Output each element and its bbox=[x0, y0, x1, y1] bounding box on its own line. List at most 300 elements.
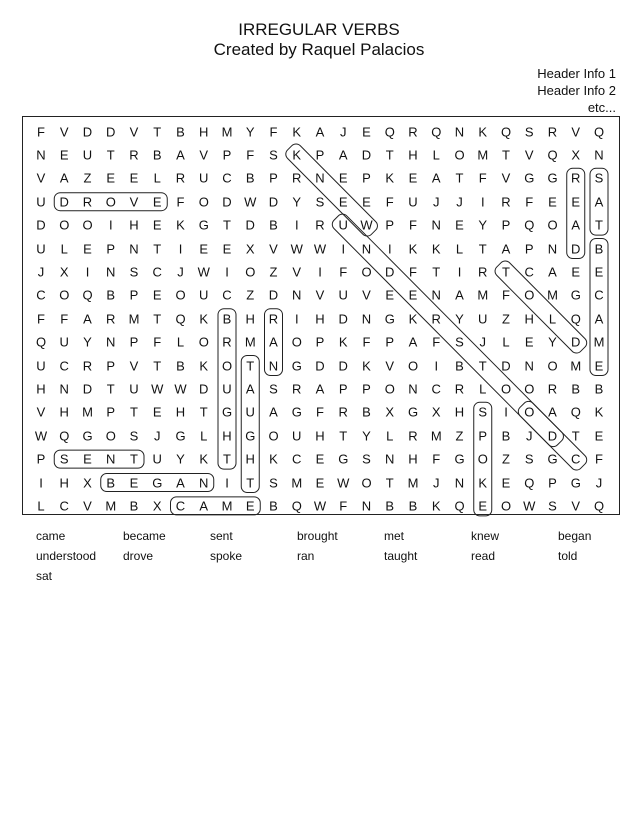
grid-cell[interactable]: K bbox=[431, 241, 441, 256]
grid-cell[interactable]: R bbox=[478, 264, 488, 280]
grid-cell[interactable]: O bbox=[361, 475, 372, 490]
grid-cell[interactable]: K bbox=[362, 358, 371, 373]
grid-cell[interactable]: O bbox=[59, 217, 70, 233]
grid-cell[interactable]: A bbox=[548, 264, 557, 280]
grid-cell[interactable]: P bbox=[129, 287, 139, 303]
grid-cell[interactable]: R bbox=[292, 381, 302, 397]
grid-cell[interactable]: K bbox=[176, 217, 185, 233]
grid-cell[interactable]: K bbox=[292, 124, 302, 139]
grid-cell[interactable]: R bbox=[106, 311, 116, 327]
grid-cell[interactable]: Q bbox=[384, 124, 395, 139]
grid-cell[interactable]: L bbox=[37, 498, 45, 514]
grid-cell[interactable]: W bbox=[197, 264, 210, 280]
grid-cell[interactable]: I bbox=[178, 241, 183, 256]
grid-cell[interactable]: P bbox=[315, 147, 325, 163]
grid-cell[interactable]: E bbox=[362, 124, 371, 139]
grid-cell[interactable]: F bbox=[502, 287, 510, 303]
grid-cell[interactable]: J bbox=[526, 428, 533, 444]
grid-cell[interactable]: T bbox=[339, 428, 348, 444]
grid-cell[interactable]: R bbox=[222, 334, 232, 350]
grid-cell[interactable]: M bbox=[593, 334, 605, 350]
grid-cell[interactable]: G bbox=[152, 475, 163, 490]
grid-cell[interactable]: E bbox=[199, 241, 209, 256]
grid-cell[interactable]: T bbox=[223, 217, 231, 233]
grid-cell[interactable]: I bbox=[294, 311, 299, 327]
grid-cell[interactable]: E bbox=[385, 287, 395, 303]
grid-cell[interactable]: P bbox=[385, 334, 395, 350]
grid-cell[interactable]: S bbox=[129, 264, 139, 280]
grid-cell[interactable]: I bbox=[434, 358, 439, 373]
grid-cell[interactable]: F bbox=[176, 194, 185, 210]
grid-cell[interactable]: T bbox=[478, 241, 487, 256]
grid-cell[interactable]: G bbox=[570, 475, 581, 490]
grid-cell[interactable]: V bbox=[571, 498, 581, 514]
grid-cell[interactable]: H bbox=[245, 311, 255, 327]
grid-cell[interactable]: C bbox=[175, 498, 186, 514]
grid-cell[interactable]: B bbox=[129, 498, 139, 514]
grid-cell[interactable]: E bbox=[129, 170, 139, 186]
grid-cell[interactable]: V bbox=[129, 358, 139, 373]
grid-cell[interactable]: A bbox=[408, 334, 418, 350]
grid-cell[interactable]: P bbox=[129, 334, 139, 350]
grid-cell[interactable]: O bbox=[221, 358, 233, 373]
grid-cell[interactable]: S bbox=[548, 498, 557, 514]
grid-cell[interactable]: K bbox=[385, 170, 395, 186]
grid-cell[interactable]: E bbox=[83, 451, 92, 467]
grid-cell[interactable]: U bbox=[152, 451, 162, 467]
grid-cell[interactable]: B bbox=[152, 147, 162, 163]
grid-cell[interactable]: T bbox=[130, 404, 138, 420]
grid-cell[interactable]: O bbox=[105, 194, 116, 210]
grid-cell[interactable]: P bbox=[524, 241, 534, 256]
grid-cell[interactable]: O bbox=[524, 381, 535, 397]
grid-cell[interactable]: K bbox=[199, 451, 209, 467]
grid-cell[interactable]: M bbox=[407, 475, 419, 490]
grid-cell[interactable]: J bbox=[433, 475, 440, 490]
grid-cell[interactable]: V bbox=[524, 147, 534, 163]
grid-cell[interactable]: E bbox=[571, 194, 581, 210]
grid-cell[interactable]: A bbox=[548, 404, 557, 420]
grid-cell[interactable]: Y bbox=[176, 451, 185, 467]
grid-cell[interactable]: E bbox=[59, 147, 69, 163]
grid-cell[interactable]: J bbox=[340, 124, 347, 139]
grid-cell[interactable]: M bbox=[221, 498, 233, 514]
grid-cell[interactable]: V bbox=[571, 124, 581, 139]
grid-cell[interactable]: W bbox=[360, 217, 373, 233]
grid-cell[interactable]: S bbox=[59, 451, 69, 467]
grid-cell[interactable]: O bbox=[500, 381, 512, 397]
grid-cell[interactable]: S bbox=[455, 334, 464, 350]
grid-cell[interactable]: C bbox=[59, 358, 69, 373]
grid-cell[interactable]: F bbox=[362, 334, 371, 350]
grid-cell[interactable]: O bbox=[268, 428, 279, 444]
grid-cell[interactable]: W bbox=[244, 194, 257, 210]
grid-cell[interactable]: P bbox=[222, 147, 232, 163]
grid-cell[interactable]: W bbox=[151, 381, 164, 397]
grid-cell[interactable]: G bbox=[338, 451, 349, 467]
grid-cell[interactable]: B bbox=[269, 498, 278, 514]
grid-cell[interactable]: A bbox=[83, 311, 92, 327]
grid-cell[interactable]: K bbox=[199, 311, 209, 327]
grid-cell[interactable]: O bbox=[175, 287, 186, 303]
grid-cell[interactable]: Z bbox=[502, 311, 510, 327]
grid-cell[interactable]: Z bbox=[455, 428, 464, 444]
grid-cell[interactable]: Q bbox=[454, 498, 465, 514]
grid-cell[interactable]: B bbox=[106, 475, 116, 490]
grid-cell[interactable]: F bbox=[37, 124, 45, 139]
grid-cell[interactable]: N bbox=[315, 170, 325, 186]
grid-cell[interactable]: T bbox=[432, 264, 441, 280]
grid-cell[interactable]: F bbox=[409, 264, 417, 280]
grid-cell[interactable]: M bbox=[430, 428, 442, 444]
grid-cell[interactable]: E bbox=[83, 241, 92, 256]
grid-cell[interactable]: G bbox=[454, 451, 465, 467]
grid-cell[interactable]: B bbox=[385, 498, 395, 514]
grid-cell[interactable]: I bbox=[225, 264, 229, 280]
grid-cell[interactable]: X bbox=[431, 404, 441, 420]
grid-cell[interactable]: G bbox=[570, 287, 581, 303]
grid-cell[interactable]: S bbox=[315, 194, 325, 210]
grid-cell[interactable]: M bbox=[570, 358, 582, 373]
grid-cell[interactable]: O bbox=[59, 287, 70, 303]
grid-cell[interactable]: T bbox=[478, 358, 487, 373]
grid-cell[interactable]: E bbox=[152, 217, 162, 233]
grid-cell[interactable]: X bbox=[245, 241, 255, 256]
grid-cell[interactable]: N bbox=[199, 475, 209, 490]
grid-cell[interactable]: V bbox=[362, 287, 371, 303]
grid-cell[interactable]: Z bbox=[502, 451, 510, 467]
grid-cell[interactable]: N bbox=[408, 381, 418, 397]
grid-cell[interactable]: K bbox=[338, 334, 348, 350]
grid-cell[interactable]: P bbox=[501, 217, 511, 233]
grid-cell[interactable]: U bbox=[338, 287, 348, 303]
grid-cell[interactable]: R bbox=[315, 217, 325, 233]
grid-cell[interactable]: A bbox=[315, 124, 325, 139]
grid-cell[interactable]: Q bbox=[593, 498, 605, 514]
grid-cell[interactable]: U bbox=[338, 217, 348, 233]
grid-cell[interactable]: J bbox=[433, 194, 440, 210]
grid-cell[interactable]: F bbox=[37, 311, 45, 327]
grid-cell[interactable]: E bbox=[571, 264, 581, 280]
grid-cell[interactable]: N bbox=[292, 287, 302, 303]
grid-cell[interactable]: R bbox=[338, 404, 348, 420]
grid-cell[interactable]: T bbox=[595, 217, 603, 233]
grid-cell[interactable]: F bbox=[478, 170, 487, 186]
grid-cell[interactable]: F bbox=[153, 334, 162, 350]
grid-cell[interactable]: E bbox=[455, 217, 464, 233]
grid-cell[interactable]: N bbox=[361, 241, 372, 256]
grid-cell[interactable]: R bbox=[454, 381, 465, 397]
grid-cell[interactable]: T bbox=[571, 428, 580, 444]
grid-cell[interactable]: U bbox=[199, 170, 209, 186]
grid-cell[interactable]: O bbox=[198, 334, 209, 350]
grid-cell[interactable]: S bbox=[478, 404, 488, 420]
grid-cell[interactable]: I bbox=[108, 217, 113, 233]
grid-cell[interactable]: B bbox=[222, 311, 232, 327]
grid-cell[interactable]: B bbox=[594, 241, 604, 256]
grid-cell[interactable]: S bbox=[594, 170, 604, 186]
grid-cell[interactable]: H bbox=[175, 404, 186, 420]
grid-cell[interactable]: P bbox=[548, 475, 557, 490]
grid-cell[interactable]: U bbox=[408, 194, 418, 210]
grid-cell[interactable]: B bbox=[501, 428, 511, 444]
grid-cell[interactable]: J bbox=[154, 428, 161, 444]
grid-cell[interactable]: R bbox=[129, 147, 139, 163]
grid-cell[interactable]: N bbox=[129, 241, 139, 256]
grid-cell[interactable]: E bbox=[152, 404, 162, 420]
grid-cell[interactable]: Z bbox=[83, 170, 92, 186]
grid-cell[interactable]: B bbox=[245, 170, 255, 186]
grid-cell[interactable]: L bbox=[502, 334, 510, 350]
grid-cell[interactable]: H bbox=[36, 381, 46, 397]
grid-cell[interactable]: N bbox=[106, 264, 116, 280]
grid-cell[interactable]: M bbox=[221, 124, 233, 139]
grid-cell[interactable]: T bbox=[130, 451, 138, 467]
grid-cell[interactable]: N bbox=[431, 287, 441, 303]
grid-cell[interactable]: U bbox=[292, 428, 302, 444]
grid-cell[interactable]: D bbox=[501, 358, 511, 373]
grid-cell[interactable]: C bbox=[524, 264, 534, 280]
grid-cell[interactable]: G bbox=[547, 170, 558, 186]
grid-cell[interactable]: E bbox=[478, 498, 488, 514]
grid-cell[interactable]: C bbox=[152, 264, 162, 280]
grid-cell[interactable]: E bbox=[338, 170, 348, 186]
grid-cell[interactable]: L bbox=[455, 241, 464, 256]
grid-cell[interactable]: A bbox=[338, 147, 348, 163]
grid-cell[interactable]: K bbox=[199, 358, 209, 373]
grid-cell[interactable]: F bbox=[409, 217, 417, 233]
grid-cell[interactable]: K bbox=[408, 311, 418, 327]
grid-cell[interactable]: Y bbox=[292, 194, 302, 210]
grid-cell[interactable]: E bbox=[315, 451, 325, 467]
grid-cell[interactable]: Z bbox=[269, 264, 278, 280]
grid-cell[interactable]: G bbox=[221, 404, 233, 420]
grid-cell[interactable]: A bbox=[315, 381, 325, 397]
grid-cell[interactable]: M bbox=[105, 498, 117, 514]
grid-cell[interactable]: C bbox=[222, 287, 232, 303]
grid-cell[interactable]: U bbox=[478, 311, 488, 327]
grid-cell[interactable]: A bbox=[431, 170, 441, 186]
grid-cell[interactable]: K bbox=[269, 451, 278, 467]
grid-cell[interactable]: L bbox=[479, 381, 487, 397]
grid-cell[interactable]: N bbox=[106, 334, 116, 350]
grid-cell[interactable]: A bbox=[594, 194, 604, 210]
grid-cell[interactable]: G bbox=[524, 170, 535, 186]
grid-cell[interactable]: D bbox=[245, 217, 255, 233]
grid-cell[interactable]: R bbox=[547, 381, 558, 397]
grid-cell[interactable]: A bbox=[594, 311, 604, 327]
grid-cell[interactable]: R bbox=[292, 170, 302, 186]
grid-cell[interactable]: T bbox=[199, 404, 208, 420]
grid-cell[interactable]: J bbox=[37, 264, 45, 280]
grid-cell[interactable]: P bbox=[106, 358, 116, 373]
grid-cell[interactable]: F bbox=[269, 124, 278, 139]
grid-cell[interactable]: B bbox=[269, 217, 278, 233]
grid-cell[interactable]: N bbox=[36, 147, 46, 163]
grid-cell[interactable]: B bbox=[594, 381, 604, 397]
grid-cell[interactable]: R bbox=[501, 194, 511, 210]
grid-cell[interactable]: V bbox=[129, 194, 139, 210]
grid-cell[interactable]: H bbox=[222, 428, 232, 444]
grid-cell[interactable]: P bbox=[362, 381, 371, 397]
grid-cell[interactable]: E bbox=[152, 287, 162, 303]
grid-cell[interactable]: Y bbox=[362, 428, 371, 444]
grid-cell[interactable]: G bbox=[384, 311, 395, 327]
grid-cell[interactable]: S bbox=[362, 451, 371, 467]
grid-cell[interactable]: R bbox=[431, 311, 441, 327]
grid-cell[interactable]: M bbox=[477, 147, 489, 163]
grid-cell[interactable]: L bbox=[176, 334, 185, 350]
grid-cell[interactable]: H bbox=[408, 147, 418, 163]
grid-cell[interactable]: L bbox=[548, 311, 557, 327]
grid-cell[interactable]: S bbox=[524, 124, 534, 139]
grid-cell[interactable]: T bbox=[153, 241, 162, 256]
grid-cell[interactable]: B bbox=[106, 287, 116, 303]
grid-cell[interactable]: R bbox=[82, 194, 93, 210]
grid-cell[interactable]: E bbox=[152, 194, 162, 210]
grid-cell[interactable]: R bbox=[408, 124, 418, 139]
grid-cell[interactable]: Q bbox=[35, 334, 47, 350]
grid-cell[interactable]: F bbox=[595, 451, 603, 467]
grid-cell[interactable]: N bbox=[106, 451, 116, 467]
grid-cell[interactable]: D bbox=[268, 194, 279, 210]
grid-cell[interactable]: H bbox=[245, 451, 255, 467]
grid-cell[interactable]: I bbox=[504, 404, 508, 420]
grid-cell[interactable]: E bbox=[594, 358, 604, 373]
grid-cell[interactable]: O bbox=[291, 334, 302, 350]
grid-cell[interactable]: N bbox=[361, 498, 372, 514]
grid-cell[interactable]: K bbox=[292, 147, 302, 163]
grid-cell[interactable]: X bbox=[152, 498, 162, 514]
grid-cell[interactable]: E bbox=[106, 170, 116, 186]
grid-cell[interactable]: G bbox=[245, 428, 256, 444]
grid-cell[interactable]: E bbox=[594, 428, 604, 444]
grid-cell[interactable]: P bbox=[478, 428, 488, 444]
grid-cell[interactable]: P bbox=[36, 451, 46, 467]
grid-cell[interactable]: H bbox=[315, 311, 325, 327]
grid-cell[interactable]: E bbox=[594, 264, 604, 280]
grid-cell[interactable]: F bbox=[525, 194, 534, 210]
grid-cell[interactable]: C bbox=[59, 498, 69, 514]
grid-cell[interactable]: W bbox=[34, 428, 48, 444]
grid-cell[interactable]: I bbox=[39, 475, 43, 490]
grid-cell[interactable]: J bbox=[479, 334, 486, 350]
grid-cell[interactable]: U bbox=[82, 147, 93, 163]
grid-cell[interactable]: I bbox=[480, 194, 485, 210]
grid-cell[interactable]: Y bbox=[548, 334, 557, 350]
grid-cell[interactable]: Q bbox=[524, 475, 535, 490]
grid-cell[interactable]: A bbox=[199, 498, 209, 514]
grid-cell[interactable]: P bbox=[106, 404, 116, 420]
grid-cell[interactable]: E bbox=[501, 475, 511, 490]
grid-cell[interactable]: U bbox=[129, 381, 139, 397]
grid-cell[interactable]: E bbox=[315, 475, 325, 490]
grid-cell[interactable]: E bbox=[338, 194, 348, 210]
grid-cell[interactable]: Q bbox=[547, 147, 558, 163]
grid-cell[interactable]: F bbox=[246, 147, 255, 163]
grid-cell[interactable]: E bbox=[222, 241, 232, 256]
grid-cell[interactable]: N bbox=[431, 217, 441, 233]
grid-cell[interactable]: E bbox=[548, 194, 557, 210]
grid-cell[interactable]: K bbox=[478, 475, 488, 490]
grid-cell[interactable]: U bbox=[36, 358, 46, 373]
grid-cell[interactable]: R bbox=[571, 170, 581, 186]
grid-cell[interactable]: S bbox=[269, 147, 278, 163]
grid-cell[interactable]: O bbox=[198, 194, 209, 210]
grid-cell[interactable]: H bbox=[524, 311, 534, 327]
grid-cell[interactable]: U bbox=[36, 241, 46, 256]
grid-cell[interactable]: O bbox=[407, 358, 419, 373]
grid-cell[interactable]: J bbox=[456, 194, 463, 210]
grid-cell[interactable]: O bbox=[245, 264, 256, 280]
grid-cell[interactable]: D bbox=[36, 217, 46, 233]
grid-cell[interactable]: F bbox=[432, 334, 441, 350]
grid-cell[interactable]: I bbox=[318, 264, 322, 280]
grid-cell[interactable]: Z bbox=[246, 287, 255, 303]
grid-cell[interactable]: Y bbox=[455, 311, 464, 327]
grid-cell[interactable]: H bbox=[59, 404, 69, 420]
grid-cell[interactable]: A bbox=[59, 170, 69, 186]
grid-cell[interactable]: W bbox=[290, 241, 303, 256]
grid-cell[interactable]: O bbox=[105, 428, 116, 444]
grid-cell[interactable]: F bbox=[60, 311, 69, 327]
grid-cell[interactable]: U bbox=[36, 194, 46, 210]
grid-cell[interactable]: Q bbox=[82, 287, 93, 303]
grid-cell[interactable]: V bbox=[83, 498, 92, 514]
grid-cell[interactable]: M bbox=[244, 334, 256, 350]
grid-cell[interactable]: X bbox=[385, 404, 395, 420]
grid-cell[interactable]: B bbox=[176, 124, 185, 139]
grid-cell[interactable]: J bbox=[177, 264, 184, 280]
grid-cell[interactable]: N bbox=[547, 241, 558, 256]
grid-cell[interactable]: T bbox=[385, 147, 394, 163]
grid-cell[interactable]: H bbox=[199, 124, 209, 139]
grid-cell[interactable]: J bbox=[595, 475, 603, 490]
grid-cell[interactable]: Q bbox=[570, 311, 581, 327]
grid-cell[interactable]: G bbox=[547, 451, 558, 467]
grid-cell[interactable]: T bbox=[246, 358, 255, 373]
grid-cell[interactable]: I bbox=[294, 217, 299, 233]
grid-cell[interactable]: O bbox=[524, 287, 535, 303]
grid-cell[interactable]: O bbox=[547, 217, 558, 233]
grid-cell[interactable]: R bbox=[175, 170, 186, 186]
grid-cell[interactable]: T bbox=[153, 311, 162, 327]
grid-cell[interactable]: B bbox=[362, 404, 371, 420]
grid-cell[interactable]: K bbox=[408, 241, 418, 256]
grid-cell[interactable]: T bbox=[106, 381, 115, 397]
grid-cell[interactable]: N bbox=[59, 381, 69, 397]
grid-cell[interactable]: I bbox=[225, 475, 229, 490]
grid-cell[interactable]: A bbox=[176, 147, 185, 163]
grid-cell[interactable]: O bbox=[477, 451, 488, 467]
grid-cell[interactable]: Y bbox=[478, 217, 488, 233]
grid-cell[interactable]: B bbox=[176, 358, 185, 373]
grid-cell[interactable]: Q bbox=[431, 124, 442, 139]
grid-cell[interactable]: G bbox=[198, 217, 209, 233]
grid-cell[interactable]: T bbox=[502, 147, 510, 163]
grid-cell[interactable]: L bbox=[60, 241, 68, 256]
grid-cell[interactable]: C bbox=[292, 451, 302, 467]
grid-cell[interactable]: S bbox=[269, 381, 278, 397]
grid-cell[interactable]: D bbox=[106, 124, 116, 139]
grid-cell[interactable]: R bbox=[547, 124, 558, 139]
grid-cell[interactable]: T bbox=[153, 358, 162, 373]
grid-cell[interactable]: T bbox=[106, 147, 115, 163]
grid-cell[interactable]: D bbox=[547, 428, 558, 444]
grid-cell[interactable]: E bbox=[245, 498, 255, 514]
grid-cell[interactable]: H bbox=[129, 217, 139, 233]
grid-cell[interactable]: D bbox=[315, 358, 325, 373]
